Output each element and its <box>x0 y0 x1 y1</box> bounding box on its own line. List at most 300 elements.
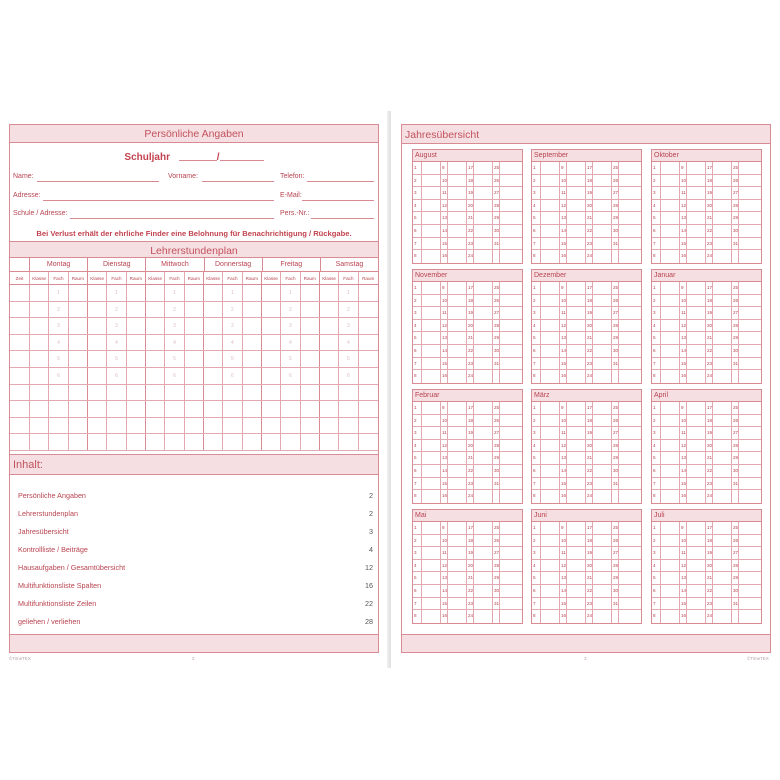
day-note-cell[interactable] <box>541 522 560 534</box>
day-note-cell[interactable] <box>739 187 761 199</box>
day-note-cell[interactable] <box>541 250 560 263</box>
day-note-cell[interactable] <box>661 358 680 370</box>
day-note-cell[interactable] <box>448 440 467 452</box>
day-note-cell[interactable] <box>500 162 522 174</box>
day-note-cell[interactable] <box>448 320 467 332</box>
timetable-cell[interactable] <box>262 401 281 417</box>
day-note-cell[interactable] <box>567 585 586 597</box>
email-field[interactable] <box>302 200 374 201</box>
timetable-cell[interactable]: 5 <box>165 351 184 367</box>
day-note-cell[interactable] <box>500 282 522 294</box>
day-note-cell[interactable] <box>593 175 612 187</box>
day-note-cell[interactable] <box>474 465 493 477</box>
day-note-cell[interactable] <box>739 598 761 610</box>
day-note-cell[interactable] <box>500 547 522 559</box>
day-note-cell[interactable] <box>422 610 441 623</box>
day-note-cell[interactable] <box>713 370 732 383</box>
timetable-cell[interactable] <box>88 418 107 434</box>
day-note-cell[interactable] <box>448 547 467 559</box>
day-note-cell[interactable] <box>567 610 586 623</box>
day-note-cell[interactable] <box>567 415 586 427</box>
timetable-cell[interactable] <box>204 401 223 417</box>
day-note-cell[interactable] <box>541 332 560 344</box>
day-note-cell[interactable] <box>687 547 706 559</box>
day-note-cell[interactable] <box>661 295 680 307</box>
timetable-cell[interactable] <box>243 302 262 318</box>
day-note-cell[interactable] <box>593 598 612 610</box>
day-note-cell[interactable] <box>661 490 680 503</box>
day-note-cell[interactable] <box>619 572 641 584</box>
day-note-cell[interactable] <box>619 212 641 224</box>
day-note-cell[interactable] <box>593 200 612 212</box>
day-note-cell[interactable] <box>448 175 467 187</box>
day-note-cell[interactable] <box>500 332 522 344</box>
day-note-cell[interactable] <box>448 282 467 294</box>
day-note-cell[interactable] <box>687 162 706 174</box>
day-note-cell[interactable] <box>422 478 441 490</box>
day-note-cell[interactable] <box>687 440 706 452</box>
day-note-cell[interactable] <box>500 250 522 263</box>
day-note-cell[interactable] <box>448 307 467 319</box>
day-note-cell[interactable] <box>567 282 586 294</box>
day-note-cell[interactable] <box>422 332 441 344</box>
day-note-cell[interactable] <box>619 238 641 250</box>
day-note-cell[interactable] <box>541 200 560 212</box>
day-note-cell[interactable] <box>474 238 493 250</box>
day-note-cell[interactable] <box>567 522 586 534</box>
day-note-cell[interactable] <box>661 307 680 319</box>
day-note-cell[interactable] <box>593 345 612 357</box>
day-note-cell[interactable] <box>661 547 680 559</box>
timetable-cell[interactable]: 2 <box>49 302 68 318</box>
timetable-cell[interactable] <box>320 335 339 351</box>
day-note-cell[interactable] <box>474 332 493 344</box>
day-note-cell[interactable] <box>739 402 761 414</box>
timetable-cell[interactable] <box>127 285 146 301</box>
day-note-cell[interactable] <box>687 238 706 250</box>
day-note-cell[interactable] <box>687 560 706 572</box>
day-note-cell[interactable] <box>567 295 586 307</box>
timetable-cell[interactable] <box>88 385 107 401</box>
timetable-cell[interactable]: 6 <box>339 368 358 384</box>
timetable-cell[interactable] <box>146 418 165 434</box>
day-note-cell[interactable] <box>661 522 680 534</box>
timetable-cell[interactable] <box>30 434 49 450</box>
timetable-cell[interactable] <box>243 351 262 367</box>
schuljahr-start-field[interactable] <box>179 151 217 161</box>
timetable-cell[interactable] <box>359 368 378 384</box>
timetable-cell[interactable] <box>243 418 262 434</box>
day-note-cell[interactable] <box>541 320 560 332</box>
day-note-cell[interactable] <box>448 332 467 344</box>
timetable-cell[interactable] <box>359 351 378 367</box>
time-cell[interactable] <box>10 434 30 450</box>
timetable-cell[interactable] <box>30 351 49 367</box>
day-note-cell[interactable] <box>713 427 732 439</box>
timetable-cell[interactable] <box>146 318 165 334</box>
timetable-cell[interactable]: 2 <box>223 302 242 318</box>
vorname-field[interactable] <box>202 181 274 182</box>
timetable-cell[interactable] <box>204 368 223 384</box>
day-note-cell[interactable] <box>713 560 732 572</box>
day-note-cell[interactable] <box>448 478 467 490</box>
timetable-cell[interactable] <box>127 434 146 450</box>
day-note-cell[interactable] <box>567 452 586 464</box>
day-note-cell[interactable] <box>500 187 522 199</box>
timetable-cell[interactable]: 4 <box>107 335 126 351</box>
timetable-cell[interactable] <box>185 385 204 401</box>
day-note-cell[interactable] <box>448 238 467 250</box>
day-note-cell[interactable] <box>474 295 493 307</box>
day-note-cell[interactable] <box>593 572 612 584</box>
timetable-cell[interactable] <box>69 318 88 334</box>
timetable-cell[interactable] <box>359 285 378 301</box>
timetable-cell[interactable] <box>127 318 146 334</box>
timetable-cell[interactable] <box>243 434 262 450</box>
day-note-cell[interactable] <box>619 187 641 199</box>
day-note-cell[interactable] <box>474 560 493 572</box>
day-note-cell[interactable] <box>567 187 586 199</box>
timetable-cell[interactable] <box>146 368 165 384</box>
day-note-cell[interactable] <box>422 522 441 534</box>
timetable-cell[interactable] <box>301 385 320 401</box>
timetable-cell[interactable] <box>127 368 146 384</box>
day-note-cell[interactable] <box>619 307 641 319</box>
day-note-cell[interactable] <box>448 212 467 224</box>
timetable-cell[interactable] <box>69 351 88 367</box>
day-note-cell[interactable] <box>661 332 680 344</box>
timetable-cell[interactable] <box>49 385 68 401</box>
day-note-cell[interactable] <box>739 572 761 584</box>
day-note-cell[interactable] <box>713 282 732 294</box>
day-note-cell[interactable] <box>500 598 522 610</box>
day-note-cell[interactable] <box>687 452 706 464</box>
day-note-cell[interactable] <box>448 598 467 610</box>
timetable-cell[interactable] <box>359 318 378 334</box>
timetable-cell[interactable] <box>30 401 49 417</box>
timetable-cell[interactable] <box>88 285 107 301</box>
day-note-cell[interactable] <box>661 610 680 623</box>
day-note-cell[interactable] <box>687 610 706 623</box>
timetable-cell[interactable] <box>339 418 358 434</box>
timetable-cell[interactable] <box>243 401 262 417</box>
day-note-cell[interactable] <box>593 415 612 427</box>
day-note-cell[interactable] <box>713 585 732 597</box>
timetable-cell[interactable] <box>30 385 49 401</box>
day-note-cell[interactable] <box>593 427 612 439</box>
day-note-cell[interactable] <box>448 452 467 464</box>
day-note-cell[interactable] <box>713 522 732 534</box>
day-note-cell[interactable] <box>687 522 706 534</box>
day-note-cell[interactable] <box>713 415 732 427</box>
timetable-cell[interactable] <box>223 434 242 450</box>
timetable-cell[interactable]: 2 <box>165 302 184 318</box>
timetable-cell[interactable] <box>262 285 281 301</box>
timetable-cell[interactable]: 4 <box>281 335 300 351</box>
day-note-cell[interactable] <box>474 427 493 439</box>
timetable-cell[interactable]: 1 <box>339 285 358 301</box>
day-note-cell[interactable] <box>567 598 586 610</box>
day-note-cell[interactable] <box>500 345 522 357</box>
day-note-cell[interactable] <box>713 358 732 370</box>
contents-item[interactable] <box>18 563 373 572</box>
day-note-cell[interactable] <box>500 585 522 597</box>
day-note-cell[interactable] <box>422 585 441 597</box>
day-note-cell[interactable] <box>541 610 560 623</box>
time-cell[interactable] <box>10 351 30 367</box>
timetable-cell[interactable] <box>88 401 107 417</box>
day-note-cell[interactable] <box>619 345 641 357</box>
day-note-cell[interactable] <box>593 358 612 370</box>
day-note-cell[interactable] <box>593 320 612 332</box>
day-note-cell[interactable] <box>500 320 522 332</box>
timetable-cell[interactable] <box>320 401 339 417</box>
timetable-cell[interactable] <box>262 385 281 401</box>
day-note-cell[interactable] <box>448 610 467 623</box>
day-note-cell[interactable] <box>687 282 706 294</box>
adresse-field[interactable] <box>43 200 274 201</box>
day-note-cell[interactable] <box>687 358 706 370</box>
schule-adresse-field[interactable] <box>70 218 274 219</box>
day-note-cell[interactable] <box>500 238 522 250</box>
day-note-cell[interactable] <box>448 162 467 174</box>
schuljahr-end-field[interactable] <box>220 151 264 161</box>
timetable-cell[interactable] <box>301 418 320 434</box>
day-note-cell[interactable] <box>541 560 560 572</box>
day-note-cell[interactable] <box>500 212 522 224</box>
timetable-cell[interactable] <box>301 351 320 367</box>
day-note-cell[interactable] <box>713 332 732 344</box>
timetable-cell[interactable] <box>301 302 320 318</box>
day-note-cell[interactable] <box>687 187 706 199</box>
timetable-cell[interactable] <box>30 368 49 384</box>
day-note-cell[interactable] <box>422 200 441 212</box>
day-note-cell[interactable] <box>567 320 586 332</box>
day-note-cell[interactable] <box>661 345 680 357</box>
day-note-cell[interactable] <box>713 402 732 414</box>
day-note-cell[interactable] <box>661 187 680 199</box>
timetable-cell[interactable] <box>204 434 223 450</box>
timetable-cell[interactable] <box>88 318 107 334</box>
timetable-cell[interactable] <box>185 401 204 417</box>
day-note-cell[interactable] <box>541 282 560 294</box>
timetable-cell[interactable]: 1 <box>165 285 184 301</box>
timetable-cell[interactable] <box>49 418 68 434</box>
timetable-cell[interactable] <box>185 285 204 301</box>
timetable-cell[interactable] <box>127 401 146 417</box>
timetable-cell[interactable] <box>320 318 339 334</box>
day-note-cell[interactable] <box>567 572 586 584</box>
day-note-cell[interactable] <box>500 225 522 237</box>
timetable-cell[interactable] <box>88 351 107 367</box>
timetable-cell[interactable] <box>262 302 281 318</box>
day-note-cell[interactable] <box>687 465 706 477</box>
day-note-cell[interactable] <box>474 522 493 534</box>
day-note-cell[interactable] <box>541 490 560 503</box>
day-note-cell[interactable] <box>567 250 586 263</box>
day-note-cell[interactable] <box>687 225 706 237</box>
timetable-cell[interactable] <box>359 401 378 417</box>
timetable-cell[interactable]: 1 <box>281 285 300 301</box>
timetable-cell[interactable] <box>301 368 320 384</box>
day-note-cell[interactable] <box>567 478 586 490</box>
day-note-cell[interactable] <box>739 212 761 224</box>
timetable-cell[interactable]: 5 <box>281 351 300 367</box>
day-note-cell[interactable] <box>448 490 467 503</box>
day-note-cell[interactable] <box>567 162 586 174</box>
day-note-cell[interactable] <box>619 415 641 427</box>
day-note-cell[interactable] <box>739 478 761 490</box>
day-note-cell[interactable] <box>619 560 641 572</box>
day-note-cell[interactable] <box>567 307 586 319</box>
day-note-cell[interactable] <box>713 295 732 307</box>
day-note-cell[interactable] <box>567 560 586 572</box>
name-field[interactable] <box>37 181 159 182</box>
timetable-cell[interactable] <box>165 434 184 450</box>
day-note-cell[interactable] <box>593 332 612 344</box>
timetable-cell[interactable] <box>359 335 378 351</box>
day-note-cell[interactable] <box>739 175 761 187</box>
day-note-cell[interactable] <box>593 440 612 452</box>
timetable-cell[interactable]: 4 <box>339 335 358 351</box>
timetable-cell[interactable] <box>243 335 262 351</box>
day-note-cell[interactable] <box>448 535 467 547</box>
day-note-cell[interactable] <box>474 320 493 332</box>
timetable-cell[interactable]: 5 <box>107 351 126 367</box>
day-note-cell[interactable] <box>687 332 706 344</box>
day-note-cell[interactable] <box>474 187 493 199</box>
timetable-cell[interactable] <box>204 302 223 318</box>
pers-nr-field[interactable] <box>311 218 374 219</box>
timetable-cell[interactable] <box>146 285 165 301</box>
day-note-cell[interactable] <box>739 535 761 547</box>
day-note-cell[interactable] <box>474 345 493 357</box>
day-note-cell[interactable] <box>474 598 493 610</box>
day-note-cell[interactable] <box>619 465 641 477</box>
day-note-cell[interactable] <box>687 250 706 263</box>
day-note-cell[interactable] <box>593 238 612 250</box>
day-note-cell[interactable] <box>687 212 706 224</box>
timetable-cell[interactable] <box>320 418 339 434</box>
timetable-cell[interactable] <box>69 434 88 450</box>
day-note-cell[interactable] <box>593 522 612 534</box>
day-note-cell[interactable] <box>500 490 522 503</box>
day-note-cell[interactable] <box>713 225 732 237</box>
timetable-cell[interactable] <box>185 434 204 450</box>
telefon-field[interactable] <box>307 181 374 182</box>
timetable-cell[interactable]: 3 <box>339 318 358 334</box>
timetable-cell[interactable] <box>185 418 204 434</box>
day-note-cell[interactable] <box>541 402 560 414</box>
day-note-cell[interactable] <box>474 478 493 490</box>
day-note-cell[interactable] <box>541 440 560 452</box>
day-note-cell[interactable] <box>687 535 706 547</box>
timetable-cell[interactable] <box>107 401 126 417</box>
timetable-cell[interactable] <box>69 335 88 351</box>
contents-item[interactable] <box>18 545 373 554</box>
day-note-cell[interactable] <box>474 225 493 237</box>
day-note-cell[interactable] <box>448 572 467 584</box>
timetable-cell[interactable] <box>69 302 88 318</box>
day-note-cell[interactable] <box>567 225 586 237</box>
timetable-cell[interactable] <box>204 285 223 301</box>
timetable-cell[interactable]: 4 <box>49 335 68 351</box>
day-note-cell[interactable] <box>661 250 680 263</box>
timetable-cell[interactable] <box>146 351 165 367</box>
day-note-cell[interactable] <box>448 427 467 439</box>
timetable-cell[interactable] <box>359 418 378 434</box>
timetable-cell[interactable] <box>243 368 262 384</box>
timetable-cell[interactable]: 6 <box>281 368 300 384</box>
timetable-cell[interactable] <box>185 351 204 367</box>
day-note-cell[interactable] <box>541 547 560 559</box>
timetable-cell[interactable] <box>339 385 358 401</box>
day-note-cell[interactable] <box>500 370 522 383</box>
day-note-cell[interactable] <box>687 370 706 383</box>
day-note-cell[interactable] <box>661 212 680 224</box>
timetable-cell[interactable] <box>88 302 107 318</box>
day-note-cell[interactable] <box>619 598 641 610</box>
day-note-cell[interactable] <box>422 225 441 237</box>
day-note-cell[interactable] <box>739 427 761 439</box>
timetable-cell[interactable]: 1 <box>223 285 242 301</box>
day-note-cell[interactable] <box>713 187 732 199</box>
timetable-cell[interactable] <box>281 434 300 450</box>
day-note-cell[interactable] <box>661 452 680 464</box>
day-note-cell[interactable] <box>593 452 612 464</box>
day-note-cell[interactable] <box>739 522 761 534</box>
day-note-cell[interactable] <box>619 440 641 452</box>
timetable-cell[interactable] <box>185 368 204 384</box>
day-note-cell[interactable] <box>593 225 612 237</box>
day-note-cell[interactable] <box>448 200 467 212</box>
timetable-cell[interactable] <box>69 401 88 417</box>
day-note-cell[interactable] <box>567 358 586 370</box>
timetable-cell[interactable]: 3 <box>49 318 68 334</box>
timetable-cell[interactable]: 6 <box>107 368 126 384</box>
timetable-cell[interactable] <box>127 385 146 401</box>
day-note-cell[interactable] <box>567 175 586 187</box>
timetable-cell[interactable] <box>359 434 378 450</box>
timetable-cell[interactable] <box>262 318 281 334</box>
day-note-cell[interactable] <box>593 610 612 623</box>
day-note-cell[interactable] <box>567 370 586 383</box>
day-note-cell[interactable] <box>661 478 680 490</box>
day-note-cell[interactable] <box>593 585 612 597</box>
timetable-cell[interactable] <box>165 385 184 401</box>
day-note-cell[interactable] <box>500 478 522 490</box>
timetable-cell[interactable] <box>88 335 107 351</box>
day-note-cell[interactable] <box>567 427 586 439</box>
timetable-cell[interactable] <box>262 434 281 450</box>
timetable-cell[interactable] <box>165 401 184 417</box>
day-note-cell[interactable] <box>567 332 586 344</box>
day-note-cell[interactable] <box>567 402 586 414</box>
day-note-cell[interactable] <box>422 560 441 572</box>
timetable-cell[interactable] <box>243 385 262 401</box>
day-note-cell[interactable] <box>619 162 641 174</box>
day-note-cell[interactable] <box>541 225 560 237</box>
timetable-cell[interactable] <box>146 434 165 450</box>
timetable-cell[interactable]: 5 <box>223 351 242 367</box>
day-note-cell[interactable] <box>739 585 761 597</box>
day-note-cell[interactable] <box>541 415 560 427</box>
day-note-cell[interactable] <box>474 212 493 224</box>
day-note-cell[interactable] <box>687 478 706 490</box>
day-note-cell[interactable] <box>541 295 560 307</box>
day-note-cell[interactable] <box>661 162 680 174</box>
timetable-cell[interactable] <box>359 385 378 401</box>
